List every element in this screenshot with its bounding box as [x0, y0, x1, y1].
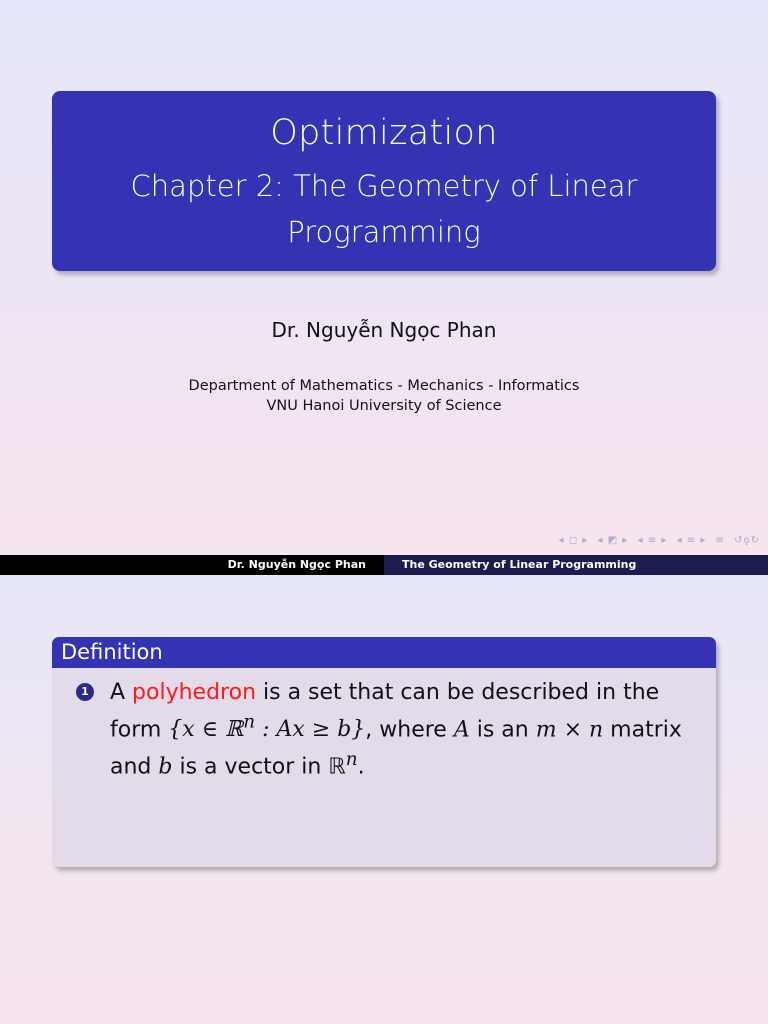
nav-frame-icon[interactable]: ◂ ◻ ▸: [558, 535, 589, 546]
presentation-title: Optimization: [270, 113, 498, 153]
nav-subsection-list-icon[interactable]: ◂ ≡ ▸: [676, 535, 707, 546]
nav-toc-icon[interactable]: ≡: [715, 535, 725, 546]
set-expression-start: {x ∈ ℝ: [168, 717, 244, 743]
affiliation-department: Department of Mathematics - Mechanics - Informatics: [188, 378, 580, 394]
nav-search-icon[interactable]: ↺ǫ↻: [734, 535, 760, 546]
footer-author: Dr. Nguyễn Ngọc Phan: [227, 558, 366, 571]
term-polyhedron: polyhedron: [132, 680, 257, 705]
nav-subsection-icon[interactable]: ◂ ◩ ▸: [597, 535, 629, 546]
block-title: Definition: [52, 637, 716, 668]
author-name: Dr. Nguyễn Ngọc Phan: [271, 318, 497, 342]
var-b: b: [158, 754, 173, 780]
text-part-2: , where: [365, 717, 454, 743]
text-part-4: matrix and: [110, 717, 682, 780]
affiliation: [0, 376, 768, 416]
definition-slide: [0, 575, 768, 1024]
block-body: [52, 668, 716, 783]
set-expression-end: : Ax ≥ b}: [255, 717, 366, 743]
affiliation-university: VNU Hanoi University of Science: [266, 398, 502, 414]
nav-section-icon[interactable]: ◂ ≡ ▸: [637, 535, 668, 546]
matrix-dims: m × n: [535, 717, 604, 743]
text-part-5: is a vector in ℝ: [172, 754, 346, 780]
text-part-1: is a set that can be described in the form: [110, 680, 660, 743]
chapter-subtitle: Chapter 2: The Geometry of Linear Programming: [130, 169, 638, 249]
var-A: A: [453, 717, 470, 743]
set-expression: [168, 712, 366, 743]
text-prefix: A: [110, 680, 133, 705]
text-part-3: is an: [469, 717, 536, 743]
text-end: .: [357, 754, 365, 780]
title-block: [52, 91, 716, 271]
beamer-navigation[interactable]: [554, 535, 760, 549]
definition-block: [52, 637, 716, 867]
footer-title: The Geometry of Linear Programming: [384, 555, 768, 575]
end-exponent: n: [345, 749, 358, 771]
set-expression-exponent: n: [243, 712, 256, 733]
footline: [0, 555, 768, 575]
enumerate-number-icon: 1: [76, 683, 94, 701]
